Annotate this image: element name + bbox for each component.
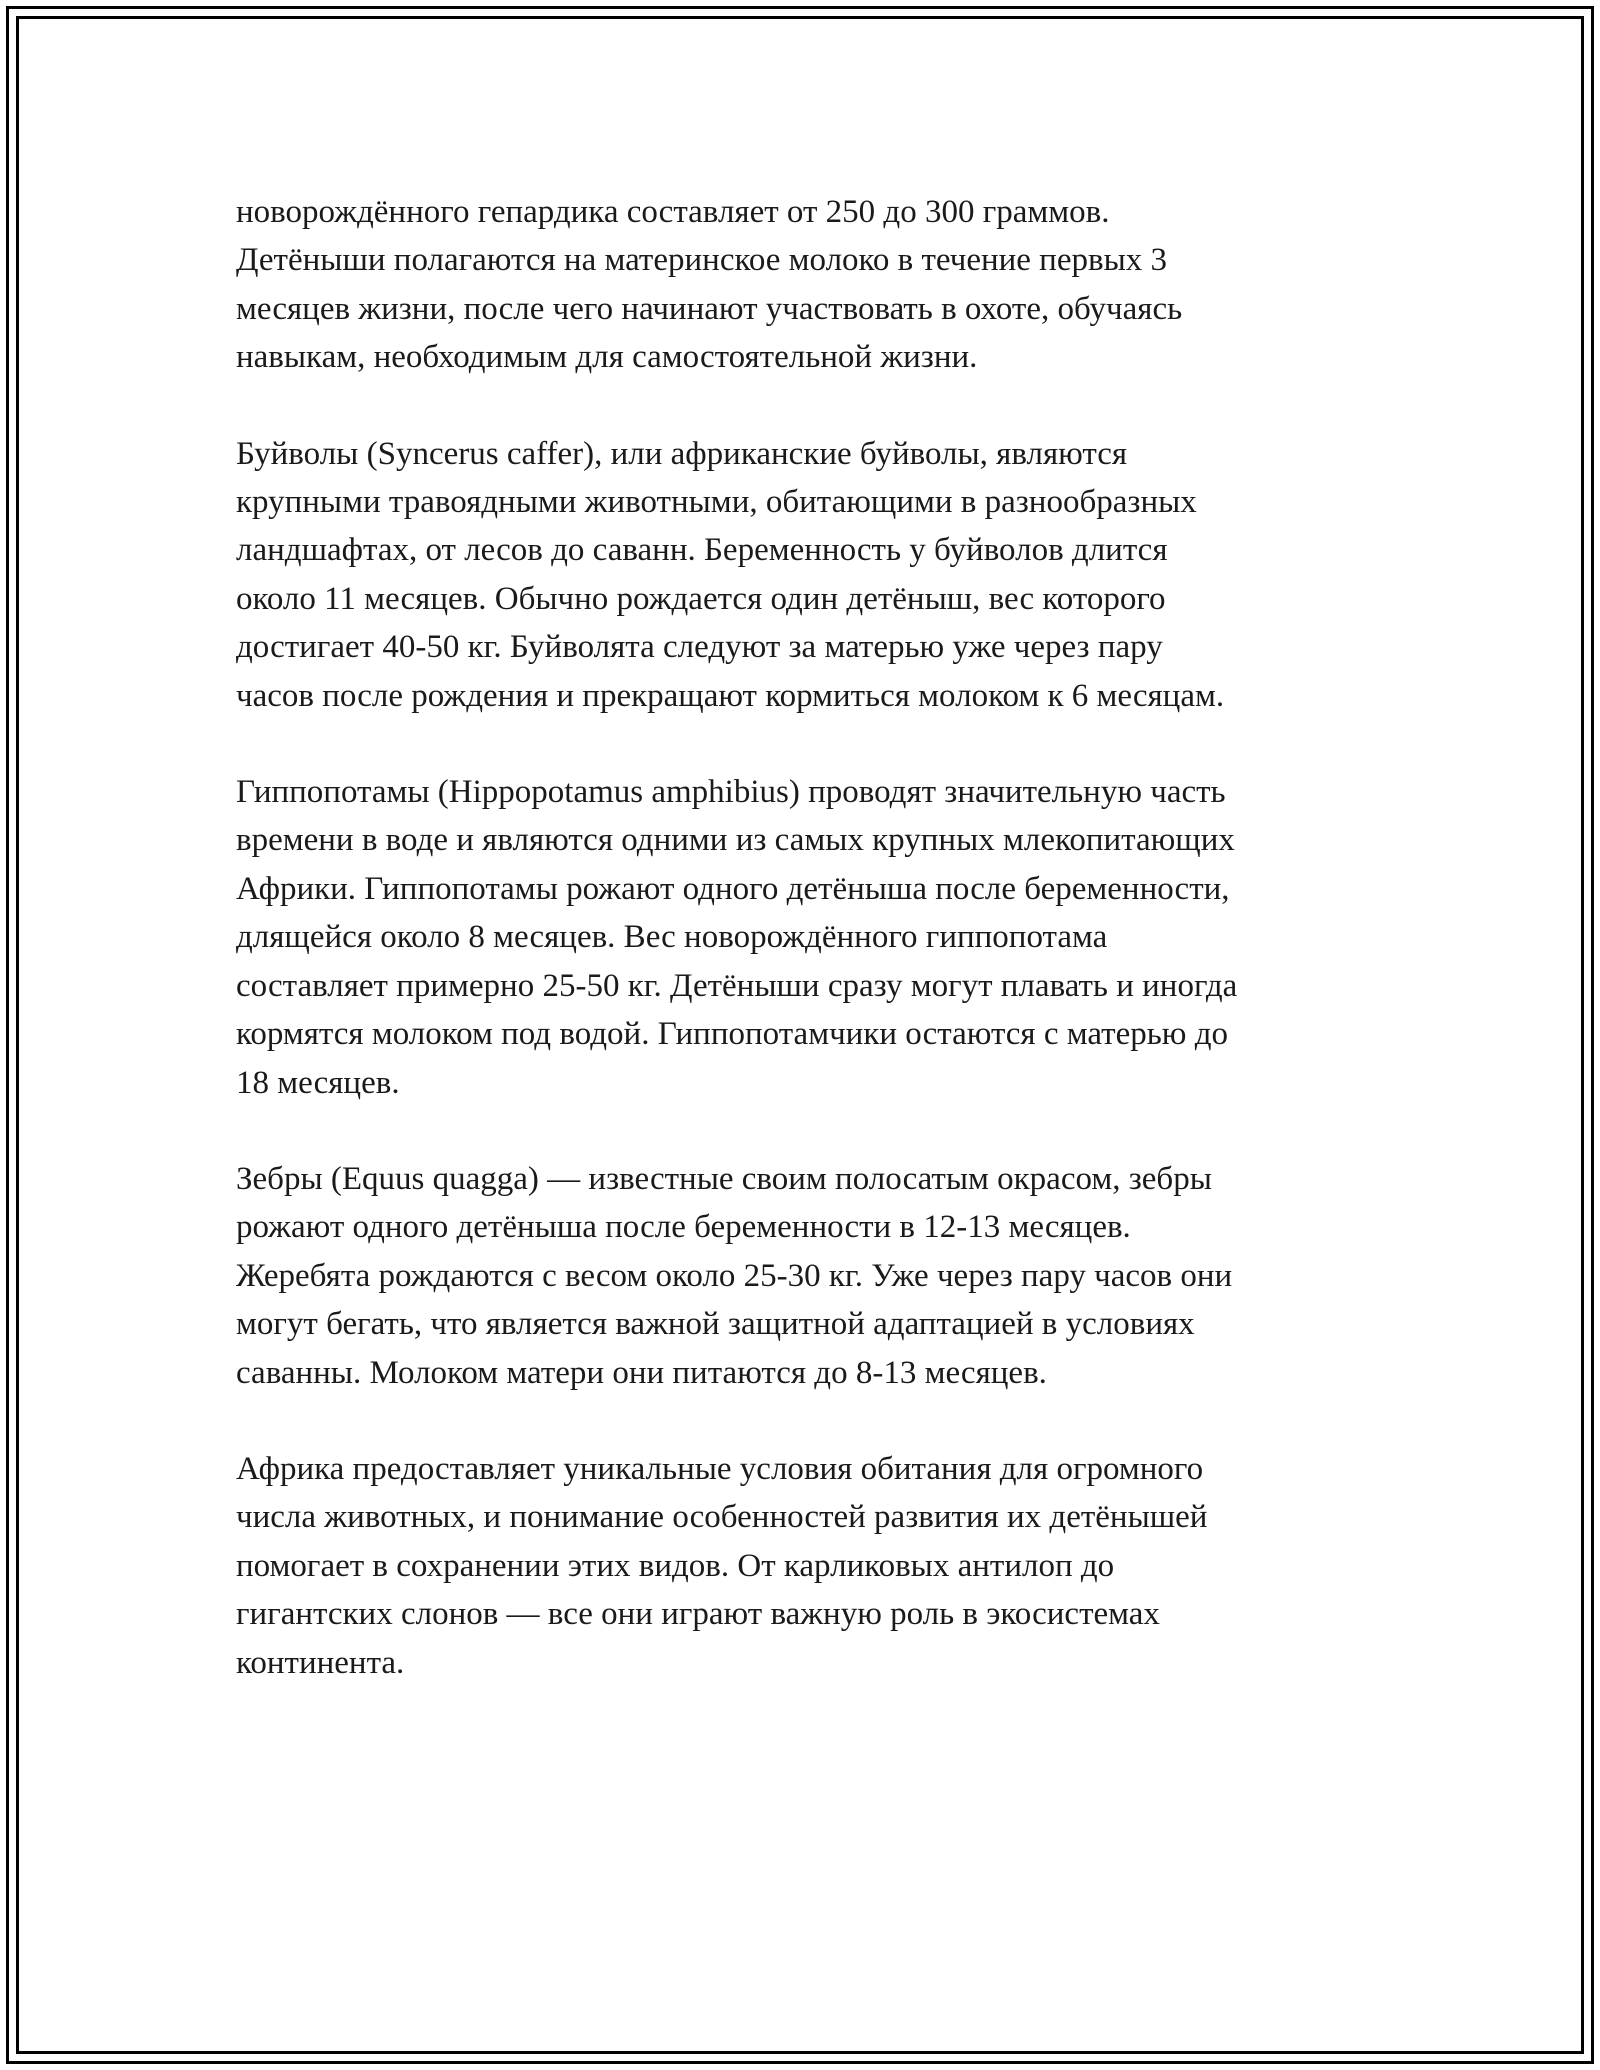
paragraph: [236, 188, 1376, 382]
text-line: Африка предоставляет уникальные условия обитания для огромного: [236, 1450, 1204, 1487]
text-line: ландшафтах, от лесов до саванн. Беременность у буйволов длится: [236, 532, 1168, 569]
paragraph: [236, 1445, 1376, 1687]
text-line: времени в воде и являются одними из самых крупных млекопитающих: [236, 822, 1235, 859]
text-line: саванны. Молоком матери они питаются до 8-13 месяцев.: [236, 1354, 1047, 1391]
text-line: часов после рождения и прекращают кормиться молоком к 6 месяцам.: [236, 677, 1225, 714]
text-line: помогает в сохранении этих видов. От карликовых антилоп до: [236, 1547, 1115, 1584]
text-line: навыкам, необходимым для самостоятельной жизни.: [236, 339, 978, 376]
paragraph: [236, 768, 1376, 1107]
text-line: новорождённого гепардика составляет от 250 до 300 граммов.: [236, 194, 1110, 230]
text-line: рожают одного детёныша после беременности в 12-13 месяцев.: [236, 1209, 1131, 1246]
document-body: [236, 188, 1376, 1735]
text-line: кормятся молоком под водой. Гиппопотамчики остаются с матерью до: [236, 1016, 1228, 1053]
text-line: Гиппопотамы (Hippopotamus amphibius) проводят значительную часть: [236, 774, 1226, 811]
text-line: крупными травоядными животными, обитающими в разнообразных: [236, 484, 1197, 521]
text-line: Детёныши полагаются на материнское молоко в течение первых 3: [236, 242, 1167, 279]
text-line: Зебры (Equus quagga) — известные своим полосатым окрасом, зебры: [236, 1160, 1212, 1197]
text-line: гигантских слонов — все они играют важную роль в экосистемах: [236, 1596, 1160, 1633]
text-line: месяцев жизни, после чего начинают участвовать в охоте, обучаясь: [236, 290, 1183, 327]
text-line: числа животных, и понимание особенностей развития их детёнышей: [236, 1499, 1208, 1536]
text-line: Жеребята рождаются с весом около 25-30 кг. Уже через пару часов они: [236, 1257, 1233, 1294]
text-line: могут бегать, что является важной защитной адаптацией в условиях: [236, 1306, 1195, 1343]
paragraph: [236, 430, 1376, 720]
text-line: Африки. Гиппопотамы рожают одного детёныша после беременности,: [236, 870, 1230, 907]
text-line: длящейся около 8 месяцев. Вес новорождённого гиппопотама: [236, 919, 1108, 956]
text-line: континента.: [236, 1644, 405, 1681]
paragraph: [236, 1155, 1376, 1397]
text-line: достигает 40-50 кг. Буйволята следуют за матерью уже через пару: [236, 629, 1163, 666]
text-line: 18 месяцев.: [236, 1064, 400, 1101]
text-line: Буйволы (Syncerus caffer), или африканские буйволы, являются: [236, 435, 1128, 472]
text-line: около 11 месяцев. Обычно рождается один детёныш, вес которого: [236, 580, 1166, 617]
text-line: составляет примерно 25-50 кг. Детёныши сразу могут плавать и иногда: [236, 967, 1238, 1004]
